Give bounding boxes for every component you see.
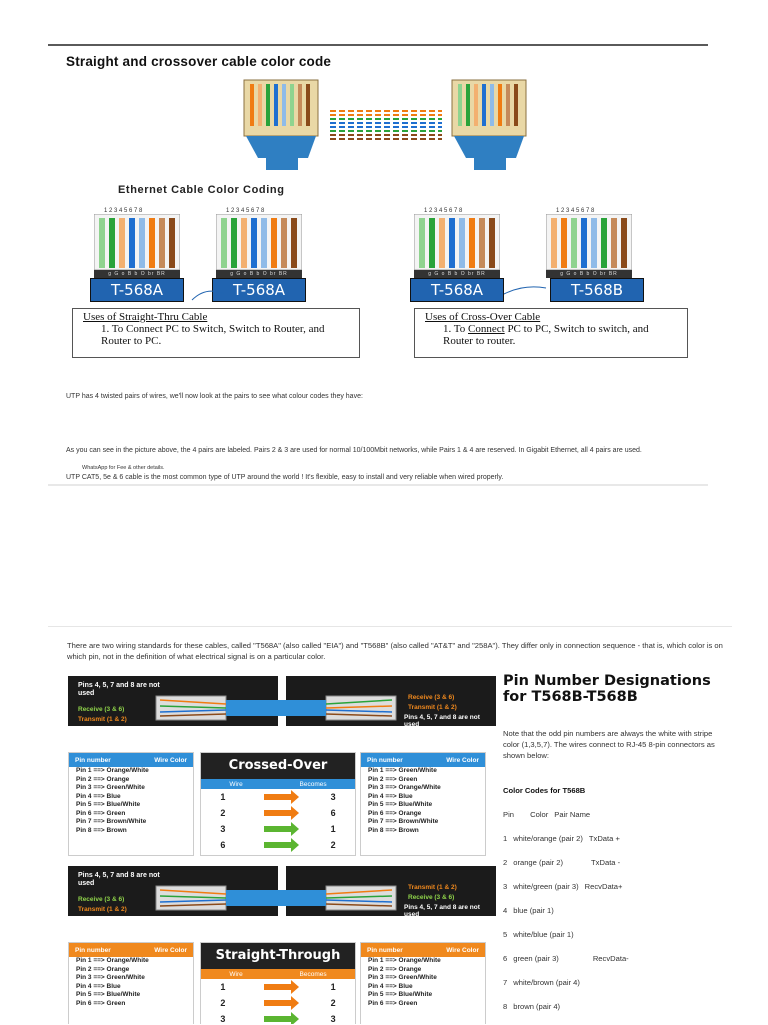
map-row xyxy=(201,837,355,853)
wire-header: Wire xyxy=(229,780,243,788)
pin-designations-heading: Pin Number Designations for T568B-T568B xyxy=(503,673,711,705)
pin-row: Pin 5 ==> Blue/White xyxy=(76,991,141,998)
transmit-label: Transmit (1 & 2) xyxy=(78,906,127,913)
pin-row: Pin 7 ==> Brown/White xyxy=(368,818,439,825)
wire-pin: 6 xyxy=(220,840,226,850)
wire-color-header: Wire Color xyxy=(446,946,479,954)
pin-number-header: Pin number xyxy=(367,946,403,954)
cross-over-heading: Uses of Cross-Over Cable xyxy=(425,311,541,323)
pin-row: Pin 2 ==> Green xyxy=(368,775,418,783)
color-cell: white/brown (pair 4) xyxy=(513,978,580,987)
pin-cell: 5 xyxy=(503,930,508,939)
wiring-standards-intro: There are two wiring standards for these cables, called "T568A" (also called "EIA") and "T568B" (also called "AT&T" and "258A"). They differ only in connection sequence - that is, which color is on which pin, not in the definition of what electrical signal is on a particular color. xyxy=(67,641,723,661)
straight-left-pin-table xyxy=(68,942,194,1024)
pin-row: Pin 6 ==> Orange xyxy=(368,809,422,817)
connector-label: T-568A xyxy=(410,278,504,302)
pin-row: Pin 6 ==> Green xyxy=(76,999,126,1007)
becomes-pin: 6 xyxy=(330,808,336,818)
wire-pin: 2 xyxy=(220,998,226,1008)
crossed-over-title: Crossed-Over xyxy=(201,753,355,779)
pin-cell: 8 xyxy=(503,1002,508,1011)
wire-color-header: Wire Color xyxy=(154,756,187,764)
map-head xyxy=(201,969,355,979)
straight-right-pin-table xyxy=(360,942,486,1024)
cross-over-body-link: Connect xyxy=(468,323,505,335)
pin-row: Pin 6 ==> Green xyxy=(368,999,418,1007)
table-head xyxy=(69,753,193,767)
crossed-over-diagram xyxy=(68,676,496,852)
connector-diagram-2 xyxy=(212,208,328,300)
pin-row: Pin 4 ==> Blue xyxy=(368,792,413,800)
wire-pin: 1 xyxy=(220,792,226,802)
wire-color-header: Wire Color xyxy=(446,756,479,764)
receive-label: Receive (3 & 6) xyxy=(78,706,125,713)
map-row xyxy=(201,1011,355,1024)
arrow-icon xyxy=(264,1000,292,1006)
pair-name-cell: TxData - xyxy=(591,858,621,867)
pin-cell: 6 xyxy=(503,954,508,963)
map-head xyxy=(201,779,355,789)
pin-row: Pin 4 ==> Blue xyxy=(76,792,121,800)
becomes-pin: 3 xyxy=(330,792,336,802)
pin-row: Pin 1 ==> Orange/White xyxy=(76,767,149,774)
odd-pins-note: Note that the odd pin numbers are always the white with stripe color (1,3,5,7). The wires connect to RJ-45 8-pin connectors as shown below: xyxy=(503,729,715,760)
pin-row: Pin 5 ==> Blue/White xyxy=(368,991,433,998)
utp-pairs-text: UTP has 4 twisted pairs of wires, we'll now look at the pairs to see what colour codes they have: xyxy=(66,393,363,400)
arrow-icon xyxy=(264,794,292,800)
wire-colors xyxy=(216,214,302,270)
color-cell: blue (pair 1) xyxy=(513,906,554,915)
pin-row: Pin 3 ==> Green/White xyxy=(76,974,145,981)
pin-numbers: 1 2 3 4 5 6 7 8 xyxy=(556,208,595,214)
pair-name-header: Pair Name xyxy=(554,810,591,819)
wire-pin: 3 xyxy=(220,1014,226,1024)
pin-row: Pin 2 ==> Orange xyxy=(76,965,130,973)
transmit-label: Transmit (1 & 2) xyxy=(408,884,457,891)
pin-row: Pin 3 ==> Green/White xyxy=(76,784,145,791)
pairs-labeled-text: As you can see in the picture above, the 4 pairs are labeled. Pairs 2 & 3 are used for normal 10/100Mbit networks, while Pairs 1 & 4 are reserved. In Gigabit Ethernet, all 4 pairs are used. xyxy=(66,447,642,454)
pair-name-cell: RecvData+ xyxy=(584,882,623,891)
wire-strip-image xyxy=(330,108,442,140)
arrow-icon xyxy=(264,984,292,990)
pin-row: Pin 3 ==> Green/White xyxy=(368,974,437,981)
becomes-pin: 2 xyxy=(330,998,336,1008)
connector-label: T-568A xyxy=(90,278,184,302)
top-divider xyxy=(48,44,708,46)
pin-row: Pin 3 ==> Orange/White xyxy=(368,784,441,791)
pin-codes: g G o B b O br BR xyxy=(546,270,632,278)
pin-cell: 4 xyxy=(503,906,508,915)
receive-label: Receive (3 & 6) xyxy=(78,896,125,903)
straight-thru-heading: Uses of Straight-Thru Cable xyxy=(83,311,208,323)
color-code-row xyxy=(503,954,635,963)
arrow-icon xyxy=(264,826,292,832)
pin-numbers: 1 2 3 4 5 6 7 8 xyxy=(424,208,463,214)
pin-row: Pin 1 ==> Green/White xyxy=(368,767,437,774)
map-row xyxy=(201,995,355,1011)
crossed-left-pin-table xyxy=(68,752,194,856)
arrow-icon xyxy=(264,1016,292,1022)
transmit-label: Transmit (1 & 2) xyxy=(408,704,457,711)
color-cell: white/blue (pair 1) xyxy=(513,930,574,939)
color-code-row xyxy=(503,834,626,843)
color-cell: white/orange (pair 2) xyxy=(513,834,583,843)
receive-label: Receive (3 & 6) xyxy=(408,694,455,701)
wire-colors xyxy=(414,214,500,270)
pin-row: Pin 4 ==> Blue xyxy=(368,982,413,990)
pair-name-cell: TxData + xyxy=(588,834,620,843)
crossed-cable-image xyxy=(146,688,406,728)
becomes-header: Becomes xyxy=(299,780,327,788)
connector-link-right xyxy=(500,284,550,304)
arrow-icon xyxy=(264,842,292,848)
receive-label: Receive (3 & 6) xyxy=(408,894,455,901)
pin-codes: g G o B b O br BR xyxy=(216,270,302,278)
table-head xyxy=(361,753,485,767)
pin-numbers: 1 2 3 4 5 6 7 8 xyxy=(226,208,265,214)
pin-number-header: Pin number xyxy=(367,756,403,764)
page-title: Straight and crossover cable color code xyxy=(66,54,332,69)
color-cell: orange (pair 2) xyxy=(513,858,564,867)
pin-row: Pin 2 ==> Orange xyxy=(76,775,130,783)
cat5-text: UTP CAT5, 5e & 6 cable is the most common type of UTP around the world ! It's flexible, easy to install and very reliable when wired properly. xyxy=(66,474,504,481)
becomes-pin: 1 xyxy=(330,824,336,834)
pin-cell: 2 xyxy=(503,858,508,867)
color-codes-title: Color Codes for T568B xyxy=(503,786,586,795)
connector-label: T-568A xyxy=(212,278,306,302)
connector-label: T-568B xyxy=(550,278,644,302)
straight-thru-body: 1. To Connect PC to Switch, Switch to Router, and Router to PC. xyxy=(101,323,325,347)
map-row xyxy=(201,789,355,805)
pin-row: Pin 2 ==> Orange xyxy=(368,965,422,973)
wire-colors xyxy=(546,214,632,270)
rj45-plug-left-image xyxy=(238,78,328,170)
wire-header: Wire xyxy=(229,970,243,978)
cross-over-body-suffix: PC to PC, Switch to switch, and Router to router. xyxy=(443,323,649,347)
wire-colors xyxy=(94,214,180,270)
pin-codes: g G o B b O br BR xyxy=(94,270,180,278)
color-code-row xyxy=(503,906,566,915)
wire-pin: 2 xyxy=(220,808,226,818)
connector-link-left xyxy=(188,286,228,306)
straight-through-map xyxy=(200,942,356,1024)
pin-row: Pin 8 ==> Brown xyxy=(368,826,419,834)
rj45-plug-right-image xyxy=(446,78,536,170)
color-cell: green (pair 3) xyxy=(513,954,559,963)
transmit-label: Transmit (1 & 2) xyxy=(78,716,127,723)
becomes-pin: 3 xyxy=(330,1014,336,1024)
pin-row: Pin 7 ==> Brown/White xyxy=(76,818,147,825)
pin-number-header: Pin number xyxy=(75,756,111,764)
pin-numbers: 1 2 3 4 5 6 7 8 xyxy=(104,208,143,214)
color-header: Color xyxy=(530,810,549,819)
color-cell: white/green (pair 3) xyxy=(513,882,579,891)
banner-text: Pins 4, 5, 7 and 8 are not used xyxy=(78,682,160,697)
crossed-right-pin-table xyxy=(360,752,486,856)
pin-row: Pin 5 ==> Blue/White xyxy=(368,801,433,808)
banner-text: Pins 4, 5, 7 and 8 are not used xyxy=(404,714,480,728)
pin-row: Pin 1 ==> Orange/White xyxy=(368,957,441,964)
wire-pin: 1 xyxy=(220,982,226,992)
wire-color-header: Wire Color xyxy=(154,946,187,954)
becomes-pin: 2 xyxy=(330,840,336,850)
pin-cell: 7 xyxy=(503,978,508,987)
map-row xyxy=(201,979,355,995)
cross-over-body-prefix: 1. To xyxy=(443,323,469,335)
color-code-row xyxy=(503,858,626,867)
cross-over-uses-box xyxy=(414,308,688,358)
wire-pin: 3 xyxy=(220,824,226,834)
connector-diagram-4 xyxy=(542,208,658,300)
color-code-row xyxy=(503,930,586,939)
color-code-row xyxy=(503,882,628,891)
pin-row: Pin 5 ==> Blue/White xyxy=(76,801,141,808)
pin-number-header: Pin number xyxy=(75,946,111,954)
pin-row: Pin 8 ==> Brown xyxy=(76,826,127,834)
table-head xyxy=(69,943,193,957)
pin-cell: 3 xyxy=(503,882,508,891)
straight-thru-uses-box xyxy=(72,308,360,358)
crossed-over-map xyxy=(200,752,356,856)
straight-through-title: Straight-Through xyxy=(201,943,355,969)
arrow-icon xyxy=(264,810,292,816)
straight-through-diagram xyxy=(68,866,496,1024)
pin-cell: 1 xyxy=(503,834,508,843)
cross-over-body xyxy=(415,323,687,347)
map-row xyxy=(201,805,355,821)
pin-row: Pin 6 ==> Green xyxy=(76,809,126,817)
pin-row: Pin 1 ==> Orange/White xyxy=(76,957,149,964)
whatsapp-link[interactable]: WhatsApp for Fee & other details. xyxy=(82,465,165,471)
map-row xyxy=(201,821,355,837)
pin-codes: g G o B b O br BR xyxy=(414,270,500,278)
pin-row: Pin 4 ==> Blue xyxy=(76,982,121,990)
pair-name-cell: RecvData- xyxy=(592,954,629,963)
banner-text: Pins 4, 5, 7 and 8 are not used xyxy=(404,904,480,918)
straight-cable-image xyxy=(146,878,406,918)
becomes-header: Becomes xyxy=(299,970,327,978)
becomes-pin: 1 xyxy=(330,982,336,992)
table-head xyxy=(361,943,485,957)
pin-header: Pin xyxy=(503,810,514,819)
color-code-row xyxy=(503,978,592,987)
color-code-table-header xyxy=(503,810,596,819)
ethernet-color-coding-title: Ethernet Cable Color Coding xyxy=(118,184,285,196)
color-cell: brown (pair 4) xyxy=(513,1002,561,1011)
color-code-row xyxy=(503,1002,572,1011)
banner-text: Pins 4, 5, 7 and 8 are not used xyxy=(78,872,160,887)
section1-bottom-edge xyxy=(48,484,708,486)
